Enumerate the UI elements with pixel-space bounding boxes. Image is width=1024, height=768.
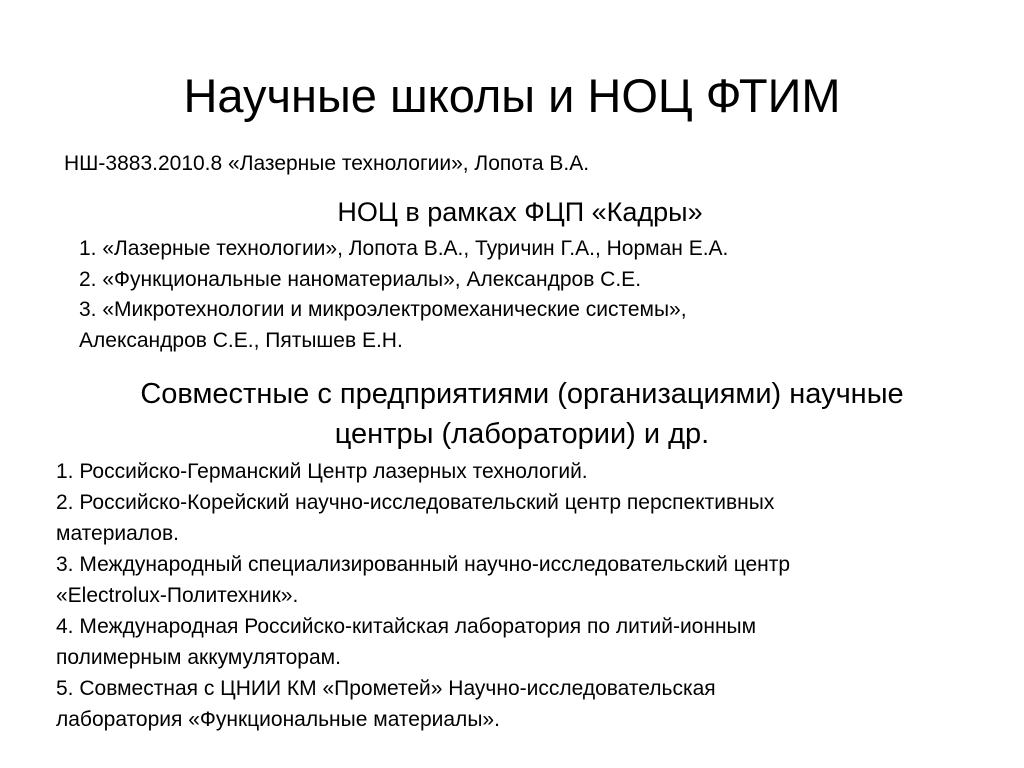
list-item: полимерным аккумуляторам. <box>56 646 341 669</box>
list-item: «Electrolux-Политехник». <box>56 584 299 607</box>
list-item: 3. Международный специализированный научно-исследовательский центр <box>56 553 791 576</box>
scientific-school-line: НШ-3883.2010.8 «Лазерные технологии», Лопота В.А. <box>64 152 590 175</box>
list-item: лаборатория «Функциональные материалы». <box>56 708 500 731</box>
noc-list <box>79 234 979 356</box>
list-item: 3. «Микротехнологии и микроэлектромеханические системы», <box>79 298 687 321</box>
noc-heading: НОЦ в рамках ФЦП «Кадры» <box>337 197 703 227</box>
joint-heading-line: центры (лаборатории) и др. <box>334 418 710 450</box>
list-item: Александров С.Е., Пятышев Е.Н. <box>79 328 403 352</box>
list-item: 5. Совместная с ЦНИИ КМ «Прометей» Научно-исследовательская <box>56 677 716 700</box>
list-item: 2. Российско-Корейский научно-исследовательский центр перспективных <box>56 491 775 514</box>
list-item: материалов. <box>56 522 179 545</box>
list-item: 4. Международная Российско-китайская лаборатория по литий-ионным <box>56 615 757 638</box>
slide-title: Научные школы и НОЦ ФТИМ <box>183 69 841 122</box>
joint-centers-heading <box>40 374 1004 454</box>
list-item: 2. «Функциональные наноматериалы», Александров С.Е. <box>79 267 642 291</box>
list-item: 1. «Лазерные технологии», Лопота В.А., Туричин Г.А., Норман Е.А. <box>79 237 729 260</box>
joint-centers-list <box>56 456 976 735</box>
list-item: 1. Российско-Германский Центр лазерных технологий. <box>56 460 588 483</box>
joint-heading-line: Совместные с предприятиями (организациями) научные <box>140 378 904 410</box>
